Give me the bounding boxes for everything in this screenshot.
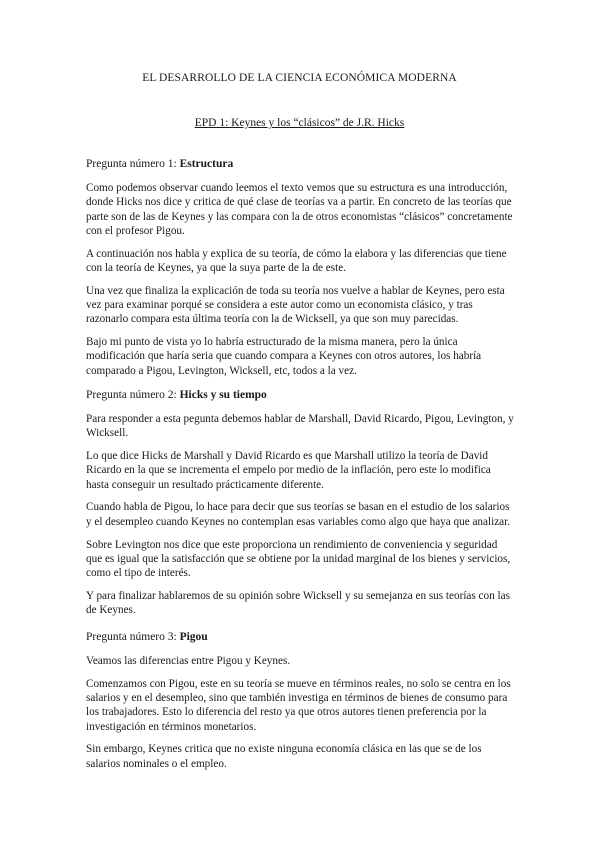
section-heading-prefix: Pregunta número 2: (86, 389, 180, 401)
paragraph: Cuando habla de Pigou, lo hace para decir que sus teorías se basan en el estudio de los salarios y el desempleo cuando Keynes no contemplan esas variables como algo que haya que analizar. (86, 501, 511, 528)
paragraph: Como podemos observar cuando leemos el texto vemos que su estructura es una introducción, donde Hicks nos dice y critica de qué clase de teorías va a partir. En concreto de las teorías que parte son de las de Keynes y las compara con la de otros economistas “clásicos” concretamente con el profesor Pigou. (86, 182, 513, 237)
section-heading (86, 630, 516, 645)
section-heading-title: Pigou (179, 631, 208, 643)
paragraph: Sin embargo, Keynes critica que no existe ninguna economía clásica en las que se de los salarios nominales o el empleo. (86, 743, 482, 770)
paragraph: Para responder a esta pegunta debemos hablar de Marshall, David Ricardo, Pigou, Levington, y Wicksell. (86, 413, 514, 440)
paragraph: Lo que dice Hicks de Marshall y David Ricardo es que Marshall utilizo la teoría de David Ricardo en la que se incrementa el empelo por medio de la inflación, pero este lo modifica hasta conseguir un resultado prácticamente diferente. (86, 450, 491, 491)
section-heading (86, 388, 516, 403)
paragraph: A continuación nos habla y explica de su teoría, de cómo la elabora y las diferencias que tiene con la teoría de Keynes, ya que la suya parte de la de este. (86, 247, 507, 274)
section-pigou (86, 630, 516, 780)
paragraph: Comenzamos con Pigou, este en su teoría se mueve en términos reales, no solo se centra en los salarios y en el desempleo, sino que también investiga en términos de bienes de consumo para los trabajadores. Esto lo diferencia del resto ya que otros autores tienen preferencia por la investigación en términos monetarios. (86, 677, 511, 733)
document-subtitle: EPD 1: Keynes y los “clásicos” de J.R. Hicks (194, 117, 405, 129)
document-title: EL DESARROLLO DE LA CIENCIA ECONÓMICA MODERNA (142, 72, 457, 84)
paragraph: Y para finalizar hablaremos de su opinión sobre Wicksell y su semejanza en sus teorías con las de Keynes. (86, 589, 510, 617)
section-heading (86, 157, 516, 172)
section-heading-title: Estructura (179, 158, 234, 170)
section-heading-prefix: Pregunta número 1: (86, 158, 180, 170)
section-heading-prefix: Pregunta número 3: (86, 631, 180, 643)
section-estructura (86, 157, 516, 387)
paragraph: Una vez que finaliza la explicación de toda su teoría nos vuelve a hablar de Keynes, pero esta vez para examinar porqué se considera a este autor como un economista clásico, y tras razonarlo compara esta última teoría con la de Wicksell, ya que son muy parecidas. (86, 284, 505, 326)
section-heading-title: Hicks y su tiempo (179, 389, 267, 401)
paragraph: Bajo mi punto de vista yo lo habría estructurado de la misma manera, pero la única modificación que haría seria que cuando compara a Keynes con otros autores, los habría comparado a Pigou, Levington, Wicksell, etc, todos a la vez. (86, 336, 482, 377)
paragraph: Sobre Levington nos dice que este proporciona un rendimiento de conveniencia y seguridad que es igual que la satisfacción que se obtiene por la unidad marginal de los bienes y servicios, como el tipo de interés. (86, 538, 511, 580)
section-hicks-y-su-tiempo (86, 388, 516, 626)
paragraph: Veamos las diferencias entre Pigou y Keynes. (86, 655, 291, 667)
